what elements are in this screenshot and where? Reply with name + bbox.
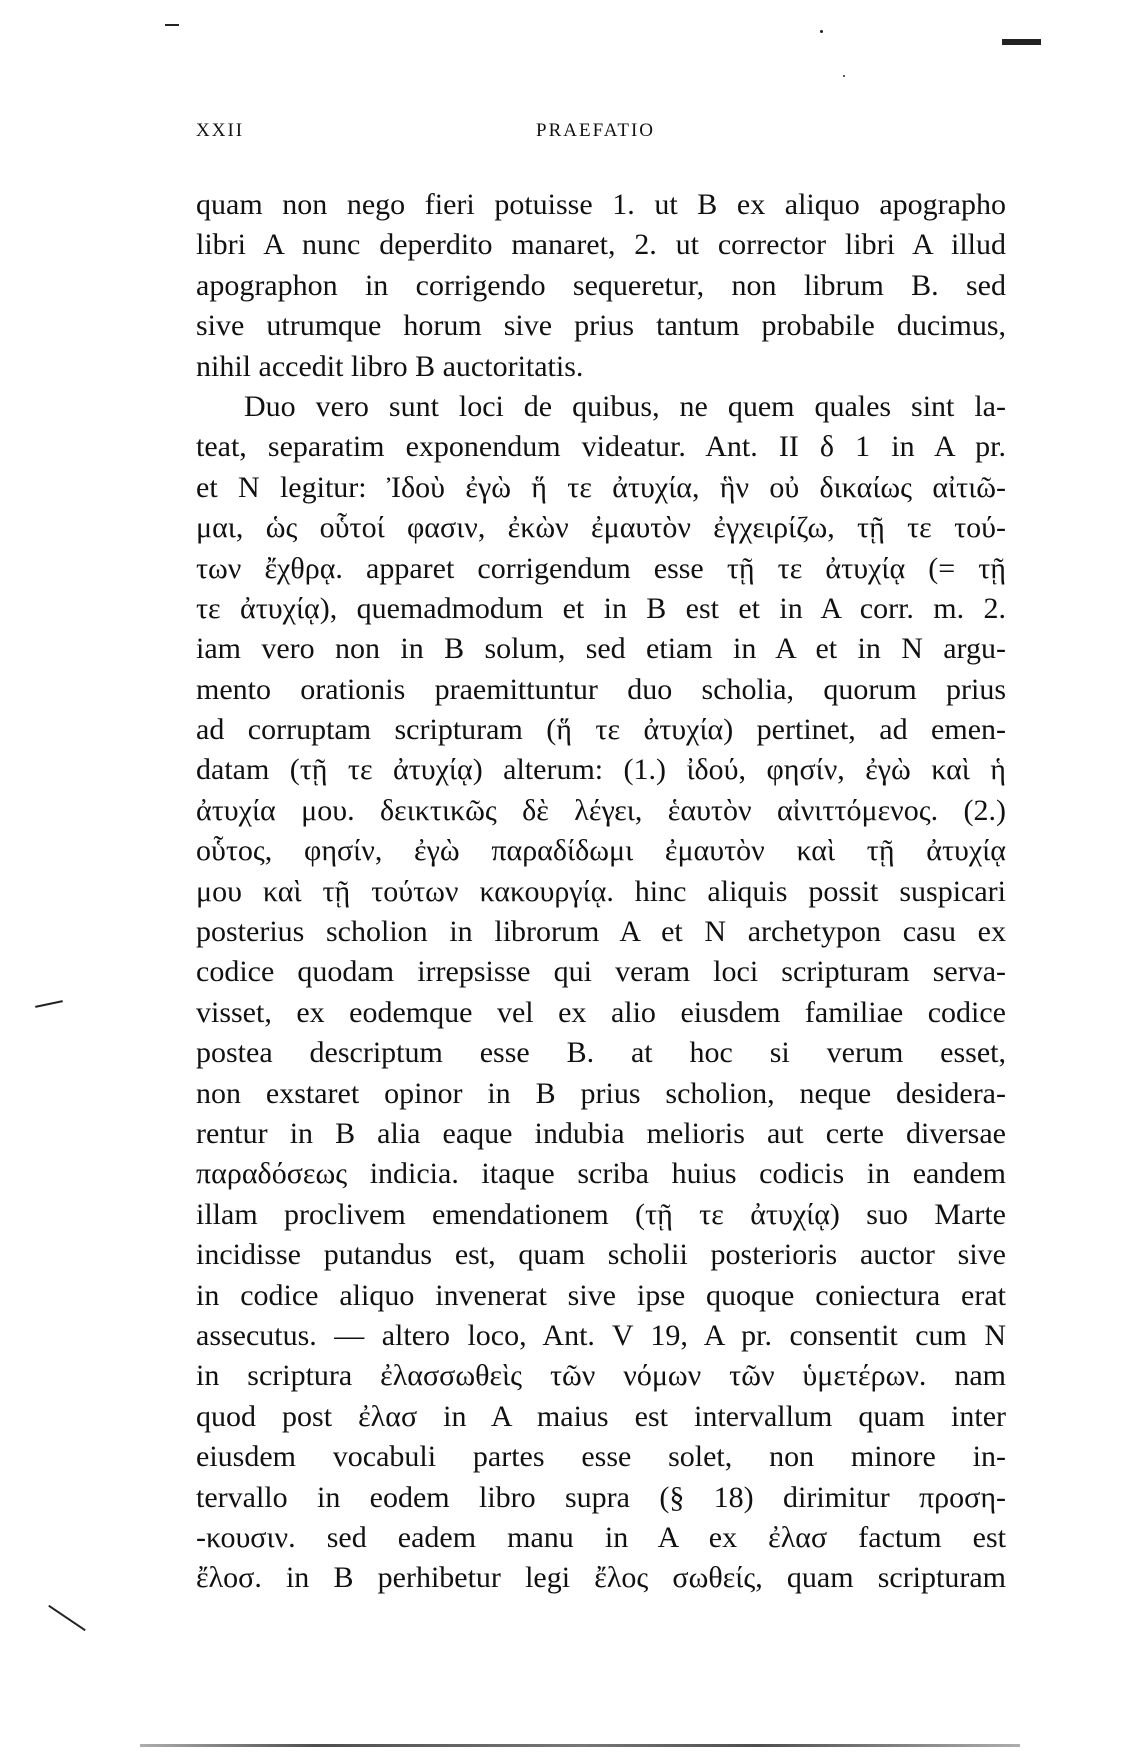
text-line: παραδόσεως indicia. itaque scriba huius codicis in eandem xyxy=(196,1157,1006,1191)
running-title: PRAEFATIO xyxy=(536,120,655,141)
text-line: μου καὶ τῇ τούτων κακουργίᾳ. hinc aliquis possit suspicari xyxy=(196,874,1006,908)
text-line: visset, ex eodemque vel ex alio eiusdem familiae codice xyxy=(196,995,1006,1029)
text-line: τε ἀτυχίᾳ), quemadmodum et in B est et in A corr. m. 2. xyxy=(196,591,1006,625)
page-header xyxy=(196,120,1006,150)
text-line: incidisse putandus est, quam scholii posterioris auctor sive xyxy=(196,1238,1006,1272)
text-line: ἔλοσ. in B perhibetur legi ἔλος σωθείς, quam scripturam xyxy=(196,1561,1006,1595)
top-dot xyxy=(820,30,823,33)
text-line: ad corruptam scripturam (ἥ τε ἀτυχία) pertinet, ad emen- xyxy=(196,713,1006,747)
text-line: tervallo in eodem libro supra (§ 18) dirimitur προση- xyxy=(196,1480,1006,1514)
text-line: sive utrumque horum sive prius tantum probabile ducimus, xyxy=(196,309,1006,343)
text-line: postea descriptum esse B. at hoc si verum esset, xyxy=(196,1036,1006,1070)
margin-dash xyxy=(35,1000,63,1008)
text-line: quod post ἐλασ in A maius est intervallum quam inter xyxy=(196,1399,1006,1433)
text-line: illam proclivem emendationem (τῇ τε ἀτυχίᾳ) suo Marte xyxy=(196,1197,1006,1231)
text-line: των ἔχθρᾳ. apparet corrigendum esse τῇ τε ἀτυχίᾳ (= τῇ xyxy=(196,551,1006,585)
text-line: ἀτυχία μου. δεικτικῶς δὲ λέγει, ἑαυτὸν αἰνιττόμενος. (2.) xyxy=(196,793,1006,827)
text-line: rentur in B alia eaque indubia melioris aut certe diversae xyxy=(196,1116,1006,1150)
text-line: assecutus. — altero loco, Ant. V 19, A pr. consentit cum N xyxy=(196,1318,1006,1352)
text-line: et N legitur: Ἰδοὺ ἐγὼ ἥ τε ἀτυχία, ἣν οὐ δικαίως αἰτιῶ- xyxy=(196,470,1006,504)
top-left-dash xyxy=(165,24,179,26)
margin-arrow xyxy=(48,1605,86,1631)
text-line: nihil accedit libro B auctoritatis. xyxy=(196,349,584,383)
bottom-rule xyxy=(140,1744,1020,1747)
text-line: in scriptura ἐλασσωθεὶς τῶν νόμων τῶν ὑμετέρων. nam xyxy=(196,1359,1006,1393)
page-number: XXII xyxy=(196,120,245,141)
text-line: posterius scholion in librorum A et N archetypon casu ex xyxy=(196,915,1006,949)
text-line: codice quodam irrepsisse qui veram loci scripturam serva- xyxy=(196,955,1006,989)
text-line: non exstaret opinor in B prius scholion, neque desidera- xyxy=(196,1076,1006,1110)
text-line: οὗτος, φησίν, ἐγὼ παραδίδωμι ἐμαυτὸν καὶ τῇ ἀτυχίᾳ xyxy=(196,834,1006,868)
text-line: quam non nego fieri potuisse 1. ut B ex aliquo apographo xyxy=(196,188,1006,221)
text-line: in codice aliquo invenerat sive ipse quoque coniectura erat xyxy=(196,1278,1006,1312)
text-line: eiusdem vocabuli partes esse solet, non minore in- xyxy=(196,1440,1006,1474)
text-line: -κουσιν. sed eadem manu in A ex ἐλασ factum est xyxy=(196,1520,1006,1554)
body-text xyxy=(196,185,1006,1599)
text-line: datam (τῇ τε ἀτυχίᾳ) alterum: (1.) ἰδού, φησίν, ἐγὼ καὶ ἡ xyxy=(196,753,1006,787)
text-line: libri A nunc deperdito manaret, 2. ut corrector libri A illud xyxy=(196,228,1006,262)
paragraph-start-line: Duo vero sunt loci de quibus, ne quem quales sint la- xyxy=(244,389,1006,423)
text-line: μαι, ὡς οὗτοί φασιν, ἐκὼν ἐμαυτὸν ἐγχειρίζω, τῇ τε τού- xyxy=(196,511,1006,545)
text-line: apographon in corrigendo sequeretur, non librum B. sed xyxy=(196,268,1006,302)
corner-mark: ▬▬ xyxy=(1002,28,1040,50)
text-line: iam vero non in B solum, sed etiam in A et in N argu- xyxy=(196,632,1006,666)
top-dot-2 xyxy=(843,75,845,77)
text-line: teat, separatim exponendum videatur. Ant. II δ 1 in A pr. xyxy=(196,430,1006,464)
text-line: mento orationis praemittuntur duo scholia, quorum prius xyxy=(196,672,1006,706)
